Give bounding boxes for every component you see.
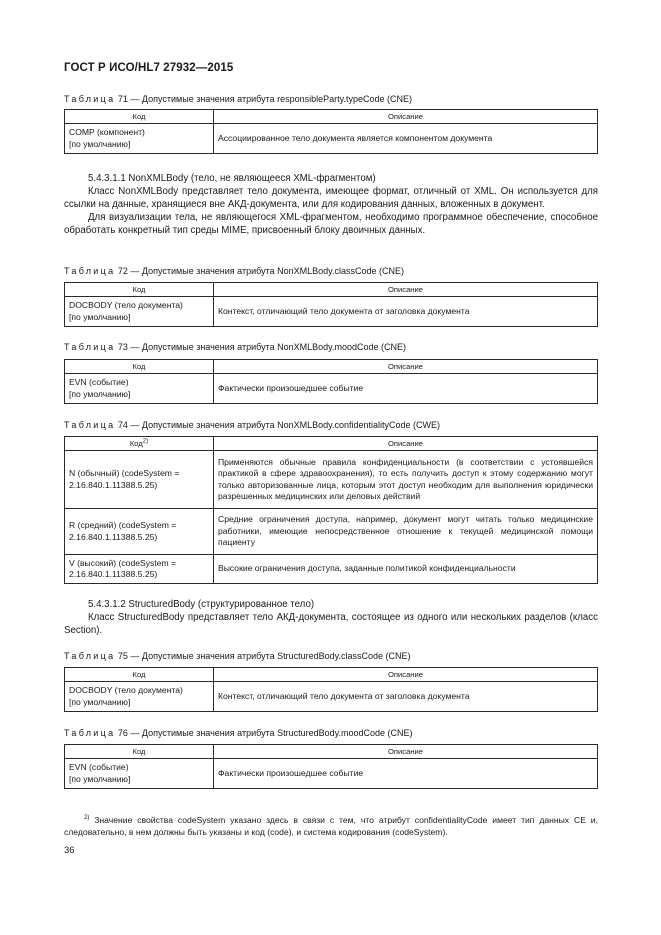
table-header-description: Описание — [214, 110, 598, 124]
table-header-code: Код — [65, 668, 214, 682]
document-header: ГОСТ Р ИСО/HL7 27932—2015 — [64, 62, 234, 74]
footnote-ref: 2) — [142, 438, 149, 445]
table-header-code: Код — [65, 360, 214, 374]
table-72-caption: Таблица 72 — Допустимые значения атрибута NonXMLBody.classCode (CNE) — [64, 266, 404, 276]
section-nonxmlbody — [64, 172, 598, 237]
table-71-caption: Таблица 71 — Допустимые значения атрибута responsibleParty.typeCode (CNE) — [64, 94, 413, 104]
table-row: N (обычный) (codeSystem = 2.16.840.1.11388.5.25) Применяются обычные правила конфиденциальности (в соответствии с устоявшейся практикой в сфере здравоохранения), то есть получить доступ к этому содержанию могут только авторизованные лица, которым этот доступ необходим для выполнения юридически разрешенных медицинских или деловых действий — [65, 451, 598, 509]
table-header-code: Код — [65, 110, 214, 124]
table-73-caption: Таблица 73 — Допустимые значения атрибута NonXMLBody.moodCode (CNE) — [64, 342, 407, 352]
paragraph: Для визуализации тела, не являющегося XML-фрагментом, необходимо программное обеспечение, способное обработать конкретный тип среды MIME, присвоенный блоку двоичных данных. — [64, 212, 598, 236]
table-header-description: Описание — [214, 283, 598, 297]
footnote — [64, 814, 598, 838]
table-row: DOCBODY (тело документа) [по умолчанию] Контекст, отличающий тело документа от заголовка документа — [65, 682, 598, 712]
table-75-caption: Таблица 75 — Допустимые значения атрибута StructuredBody.classCode (CNE) — [64, 651, 411, 661]
table-row: EVN (событие) [по умолчанию] Фактически произошедшее событие — [65, 759, 598, 789]
table-76-caption: Таблица 76 — Допустимые значения атрибута StructuredBody.moodCode (CNE) — [64, 728, 413, 738]
section-heading: 5.4.3.1.2 StructuredBody (структурированное тело) — [88, 599, 315, 610]
table-row: R (средний) (codeSystem = 2.16.840.1.11388.5.25) Средние ограничения доступа, например, документ могут читать только медицинские работники, имеющие непосредственное отношение к текущей медицинской помощи пациенту — [65, 509, 598, 555]
table-72 — [64, 282, 598, 327]
table-header-description: Описание — [214, 745, 598, 759]
table-row: V (высокий) (codeSystem = 2.16.840.1.11388.5.25) Высокие ограничения доступа, заданные политикой конфиденциальности — [65, 555, 598, 584]
table-header-description: Описание — [214, 668, 598, 682]
page-number: 36 — [64, 845, 75, 856]
table-row: EVN (событие) [по умолчанию] Фактически произошедшее событие — [65, 374, 598, 404]
table-74-caption: Таблица 74 — Допустимые значения атрибута NonXMLBody.confidentialityCode (CWE) — [64, 420, 441, 430]
paragraph: Класс StructuredBody представляет тело АКД-документа, состоящее из одного или нескольких разделов (класс Section). — [64, 612, 598, 636]
table-74 — [64, 436, 598, 584]
table-header-code: Код — [65, 283, 214, 297]
table-row: COMP (компонент) [по умолчанию] Ассоциированное тело документа является компонентом документа — [65, 124, 598, 154]
footnote-marker: 2) — [84, 815, 90, 822]
section-structuredbody — [64, 598, 598, 637]
table-header-description: Описание — [214, 360, 598, 374]
table-76 — [64, 744, 598, 789]
table-71 — [64, 109, 598, 154]
table-header-code: Код — [65, 745, 214, 759]
table-header-code: Код$^{2)}$ — [65, 437, 214, 451]
section-heading: 5.4.3.1.1 NonXMLBody (тело, не являющееся XML-фрагментом) — [88, 173, 376, 184]
table-73 — [64, 359, 598, 404]
table-row: DOCBODY (тело документа) [по умолчанию] Контекст, отличающий тело документа от заголовка документа — [65, 297, 598, 327]
footnote-text: Значение свойства codeSystem указано здесь в связи с тем, что атрибут confidentialityCode имеет тип данных CE и, следовательно, в нем должны быть указаны и код (code), и система кодирования (codeSystem). — [64, 815, 598, 837]
table-header-description: Описание — [214, 437, 598, 451]
paragraph: Класс NonXMLBody представляет тело документа, имеющее формат, отличный от XML. Он используется для ссылки на данные, хранящиеся вне АКД-документа, или для кодирования данных, вложенных в документ. — [64, 186, 598, 210]
table-75 — [64, 667, 598, 712]
